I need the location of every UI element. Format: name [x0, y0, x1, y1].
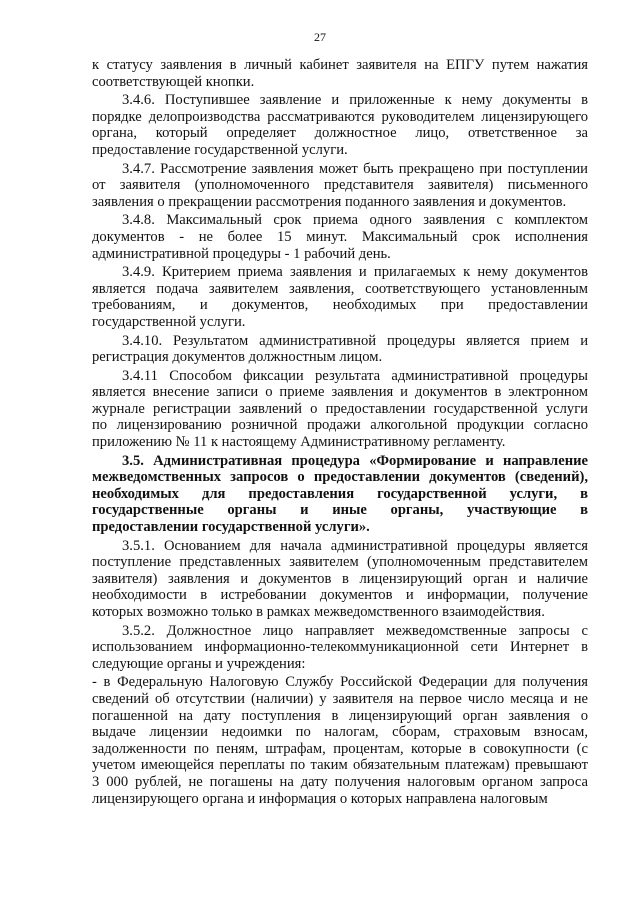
paragraph-p348: [92, 212, 588, 262]
text-line: предоставлении государственной услуги».: [92, 519, 370, 536]
text-line: документов - не более 15 минут. Максимальный срок исполнения: [92, 228, 588, 245]
text-line: использованием информационно-телекоммуникационной сети Интернет в: [92, 639, 588, 656]
text-line: приложению № 11 к настоящему Административному регламенту.: [92, 434, 506, 451]
paragraph-p35: [92, 453, 588, 536]
paragraph-pfns: [92, 674, 588, 807]
text-line: предоставление государственной услуги.: [92, 141, 348, 158]
paragraph-p3411: [92, 368, 588, 451]
text-line: 3.5.1. Основанием для начала административной процедуры является: [122, 537, 588, 554]
paragraph-p346: [92, 92, 588, 158]
text-line: 3.4.11 Способом фиксации результата административной процедуры: [122, 367, 588, 384]
text-line: является подача заявителем заявления, соответствующего установленным: [92, 280, 588, 297]
text-line: 3.4.9. Критерием приема заявления и прилагаемых к нему документов: [122, 264, 588, 281]
text-line: сведений об отсутствии (наличии) у заявителя на первое число месяца и не: [92, 690, 588, 707]
paragraph-p351: [92, 538, 588, 621]
text-line: заявления о прекращении рассмотрения поданного заявления и документов.: [92, 193, 567, 210]
text-line: 3.5. Административная процедура «Формирование и направление: [122, 452, 588, 469]
text-line: заявителя) заявления и документов в лицензирующий орган и наличие: [92, 570, 588, 587]
text-line: 3 000 рублей, не погашены на дату получения налоговым органом запроса: [92, 773, 588, 790]
text-line: требованиям, и документов, необходимых при предоставлении: [92, 297, 588, 314]
text-line: необходимых для предоставления государственной услуги, в: [92, 485, 588, 502]
text-line: которых возможно только в рамках межведомственного взаимодействия.: [92, 604, 545, 620]
text-line: 3.4.10. Результатом административной процедуры является прием и: [122, 332, 588, 349]
text-line: государственной услуги.: [92, 313, 246, 330]
text-line: необходимости в истребовании документов и информации, получение: [92, 587, 588, 604]
paragraph-p347: [92, 161, 588, 211]
text-line: административной процедуры - 1 рабочий день.: [92, 245, 391, 262]
paragraph-p352: [92, 623, 588, 673]
text-line: соответствующей кнопки.: [92, 73, 255, 90]
text-line: 3.5.2. Должностное лицо направляет межведомственные запросы с: [122, 622, 588, 639]
page-number: 27: [314, 30, 326, 44]
text-line: выдаче лицензии недоимки по налогам, сборам, страховым взносам,: [92, 724, 588, 741]
paragraph-p349: [92, 264, 588, 330]
text-line: журнале регистрации заявлений о предоставлении государственной услуги: [92, 400, 588, 417]
text-line: к статусу заявления в личный кабинет заявителя на ЕПГУ путем нажатия: [92, 57, 588, 73]
text-line: порядке делопроизводства рассматриваются руководителем лицензирующего: [92, 108, 588, 125]
text-line: межведомственных запросов о предоставлении документов (сведений),: [92, 469, 588, 486]
text-line: регистрация документов должностным лицом.: [92, 349, 383, 366]
text-line: учетом имеющейся переплаты по таким обязательным платежам) превышают: [92, 757, 588, 774]
document-body: [92, 57, 588, 809]
text-line: задолженности по пеням, штрафам, процентам, которые в совокупности (с: [92, 740, 588, 757]
text-line: лицензирующего органа и информация о которых направлена налоговым: [92, 790, 548, 807]
text-line: органа, который определяет должностное лицо, ответственное за: [92, 125, 588, 142]
text-line: от заявителя (уполномоченного представителя заявителя) письменного: [92, 177, 588, 194]
text-line: 3.4.8. Максимальный срок приема одного заявления с комплектом: [122, 212, 588, 229]
paragraph-p3410: [92, 333, 588, 366]
paragraph-p0: [92, 57, 588, 90]
text-line: погашенной на дату поступления в лицензирующий орган заявления о: [92, 707, 588, 724]
text-line: 3.4.7. Рассмотрение заявления может быть прекращено при поступлении: [122, 160, 588, 177]
text-line: 3.4.6. Поступившее заявление и приложенные к нему документы в: [122, 92, 588, 109]
text-line: - в Федеральную Налоговую Службу Российской Федерации для получения: [92, 674, 588, 691]
text-line: поступление представленных заявителем (уполномоченным представителем: [92, 554, 588, 571]
text-line: государственные органы и иные органы, участвующие в: [92, 502, 588, 519]
text-line: является внесение записи о приеме заявления и документов в электронном: [92, 384, 588, 401]
text-line: по лицензированию розничной продажи алкогольной продукции согласно: [92, 417, 588, 434]
text-line: следующие органы и учреждения:: [92, 655, 306, 672]
